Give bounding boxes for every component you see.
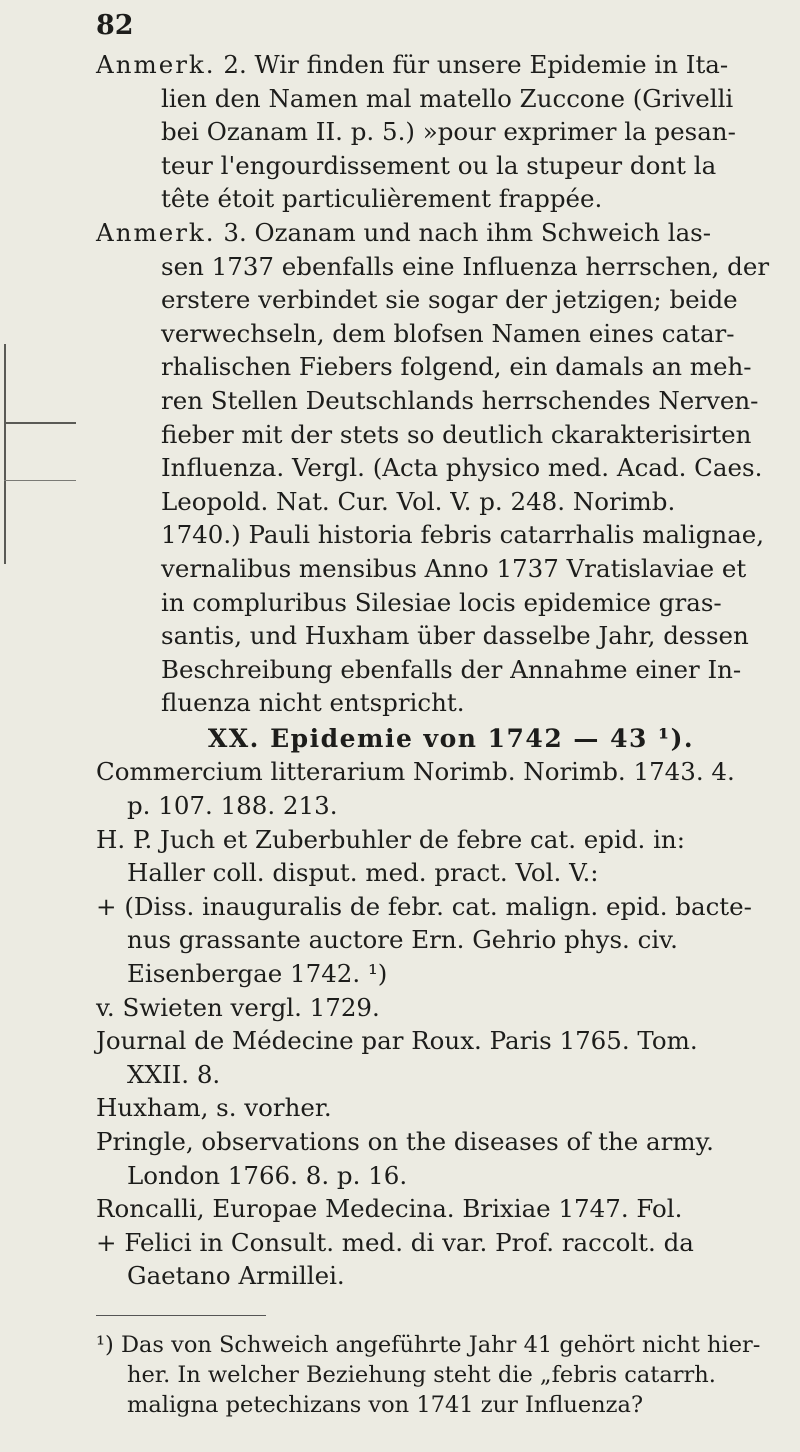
margin-binding-mark [4,344,6,564]
note-3-line: 1740.) Pauli historia febris catarrhalis malignae, [161,520,765,550]
section-heading-text: XX. Epidemie von 1742 — 43 [207,723,648,753]
note-2-lead: Anmerk. [96,50,216,79]
note-2-line: tête étoit particulièrement frappée. [161,184,603,214]
footnote-line: her. In welcher Beziehung steht die „febris catarrh. [127,1361,716,1388]
reference-item [96,1226,776,1293]
note-3-line: ren Stellen Deutschlands herrschendes Nerven- [161,385,759,415]
footnote-marker: ¹) [96,1331,114,1358]
reference-line: Journal de Médecine par Roux. Paris 1765. Tom. [96,1026,698,1056]
reference-item [96,755,776,822]
footnote-line: Das von Schweich angeführte Jahr 41 gehört nicht hier- [113,1331,761,1358]
note-2-line: teur l'engourdissement ou la stupeur dont la [161,150,717,180]
note-3-line: verwechseln, dem blofsen Namen eines catar- [161,318,735,348]
reference-item [96,1091,776,1125]
reference-line: Pringle, observations on the diseases of the army. [96,1127,714,1156]
reference-line: p. 107. 188. 213. [127,791,338,821]
note-3-line: fieber mit der stets so deutlich ckarakterisirten [161,419,752,449]
reference-line: nus grassante auctore Ern. Gehrio phys. civ. [127,925,678,955]
note-3-line: rhalischen Fiebers folgend, ein damals an meh- [161,352,752,382]
note-3-line: 3. Ozanam und nach ihm Schweich las- [215,217,712,247]
section-heading-footnote-ref: ¹). [658,723,695,753]
note-3-lead: Anmerk. [96,217,216,247]
reference-line: + Felici in Consult. med. di var. Prof. raccolt. da [96,1227,694,1257]
footnote-line: maligna petechizans von 1741 zur Influenza? [127,1391,644,1418]
reference-line: Gaetano Armillei. [127,1261,345,1291]
note-3-line: sen 1737 ebenfalls eine Influenza herrschen, der [161,251,770,281]
reference-item [96,1024,776,1091]
note-3-line: erstere verbindet sie sogar der jetzigen; beide [161,285,738,315]
note-3-line: fluenza nicht entspricht. [161,688,465,718]
reference-line: v. Swieten vergl. 1729. [96,992,380,1022]
footnote [96,1330,776,1420]
note-3-line: vernalibus mensibus Anno 1737 Vratislaviae et [161,553,747,583]
reference-line: Eisenbergae 1742. ¹) [127,959,388,989]
note-3-line: Influenza. Vergl. (Acta physico med. Acad. Caes. [161,453,763,483]
reference-item [96,991,776,1025]
footnote-divider [96,1315,266,1316]
note-3 [96,216,776,720]
page-number: 82 [96,10,134,41]
reference-line: Roncalli, Europae Medecina. Brixiae 1747. Fol. [96,1194,683,1224]
note-2-line: 2. Wir finden für unsere Epidemie in Ita- [215,50,729,79]
note-2-line: bei Ozanam II. p. 5.) »pour exprimer la pesan- [161,117,736,147]
reference-item [96,890,776,991]
note-3-line: Leopold. Nat. Cur. Vol. V. p. 248. Norimb. [161,486,676,516]
reference-line: XXII. 8. [127,1059,221,1089]
note-2 [96,48,776,216]
note-3-line: Beschreibung ebenfalls der Annahme einer In- [161,654,742,684]
note-3-line: santis, und Huxham über dasselbe Jahr, dessen [161,621,749,651]
reference-item [96,1125,776,1192]
reference-line: + (Diss. inauguralis de febr. cat. malign. epid. bacte- [96,891,752,921]
reference-line: H. P. Juch et Zuberbuhler de febre cat. epid. in: [96,824,685,854]
section-heading [96,722,776,756]
reference-line: Haller coll. disput. med. pract. Vol. V.: [127,858,599,888]
note-3-line: in compluribus Silesiae locis epidemice gras- [161,587,722,617]
note-2-line: lien den Namen mal matello Zuccone (Grivelli [161,83,734,113]
reference-line: Commercium litterarium Norimb. Norimb. 1743. 4. [96,757,735,787]
reference-line: Huxham, s. vorher. [96,1093,332,1123]
reference-item [96,1192,776,1226]
reference-item [96,823,776,890]
reference-list [96,755,776,1293]
reference-line: London 1766. 8. p. 16. [127,1160,408,1190]
page-body [96,48,776,1420]
